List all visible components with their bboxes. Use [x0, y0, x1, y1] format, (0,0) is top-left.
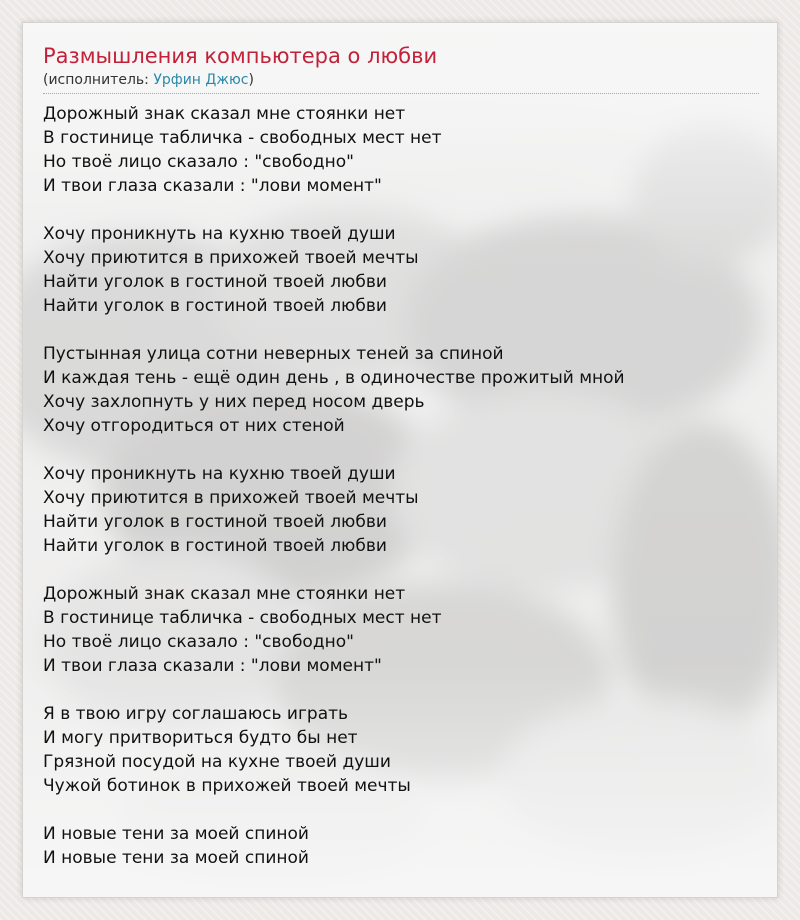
lyric-line: В гостинице табличка - свободных мест нет — [43, 128, 442, 148]
lyric-line: Хочу проникнуть на кухню твоей души — [43, 464, 396, 484]
artist-suffix: ) — [248, 72, 254, 88]
lyric-line: И твои глаза сказали : "лови момент" — [43, 176, 382, 196]
lyric-line: Я в твою игру соглашаюсь играть — [43, 704, 349, 724]
lyric-line: Но твоё лицо сказало : "свободно" — [43, 632, 354, 652]
stanza — [43, 102, 759, 198]
stanza — [43, 702, 759, 798]
lyric-line: Хочу приютится в прихожей твоей мечты — [43, 248, 419, 268]
stanza — [43, 582, 759, 678]
lyric-line: Найти уголок в гостиной твоей любви — [43, 512, 387, 532]
lyric-line: И могу притвориться будто бы нет — [43, 728, 358, 748]
stanza — [43, 462, 759, 558]
lyric-line: Найти уголок в гостиной твоей любви — [43, 296, 387, 316]
lyrics-content — [43, 41, 759, 894]
artist-prefix: (исполнитель: — [43, 72, 154, 88]
lyric-line: Хочу захлопнуть у них перед носом дверь — [43, 392, 425, 412]
lyrics-text — [43, 102, 759, 870]
title-divider — [43, 93, 759, 94]
lyric-line: В гостинице табличка - свободных мест нет — [43, 608, 442, 628]
stanza — [43, 342, 759, 438]
lyrics-card — [22, 22, 778, 898]
stanza — [43, 222, 759, 318]
artist-line — [43, 71, 759, 89]
lyric-line: Дорожный знак сказал мне стоянки нет — [43, 104, 406, 124]
lyric-line: Найти уголок в гостиной твоей любви — [43, 536, 387, 556]
artist-link[interactable]: Урфин Джюс — [153, 72, 249, 88]
lyric-line: Но твоё лицо сказало : "свободно" — [43, 152, 354, 172]
lyric-line: И новые тени за моей спиной — [43, 824, 309, 844]
lyric-line: Хочу приютится в прихожей твоей мечты — [43, 488, 419, 508]
stanza — [43, 822, 759, 870]
lyric-line: Хочу проникнуть на кухню твоей души — [43, 224, 396, 244]
lyric-line: И твои глаза сказали : "лови момент" — [43, 656, 382, 676]
lyric-line: И новые тени за моей спиной — [43, 848, 309, 868]
lyric-line: Пустынная улица сотни неверных теней за спиной — [43, 344, 504, 364]
lyric-line: Хочу отгородиться от них стеной — [43, 416, 345, 436]
song-title: Размышления компьютера о любви — [43, 44, 438, 68]
lyric-line: Найти уголок в гостиной твоей любви — [43, 272, 387, 292]
lyric-line: Чужой ботинок в прихожей твоей мечты — [43, 776, 411, 796]
lyric-line: И каждая тень - ещё один день , в одиночестве прожитый мной — [43, 368, 625, 388]
lyric-line: Дорожный знак сказал мне стоянки нет — [43, 584, 406, 604]
lyric-line: Грязной посудой на кухне твоей души — [43, 752, 391, 772]
